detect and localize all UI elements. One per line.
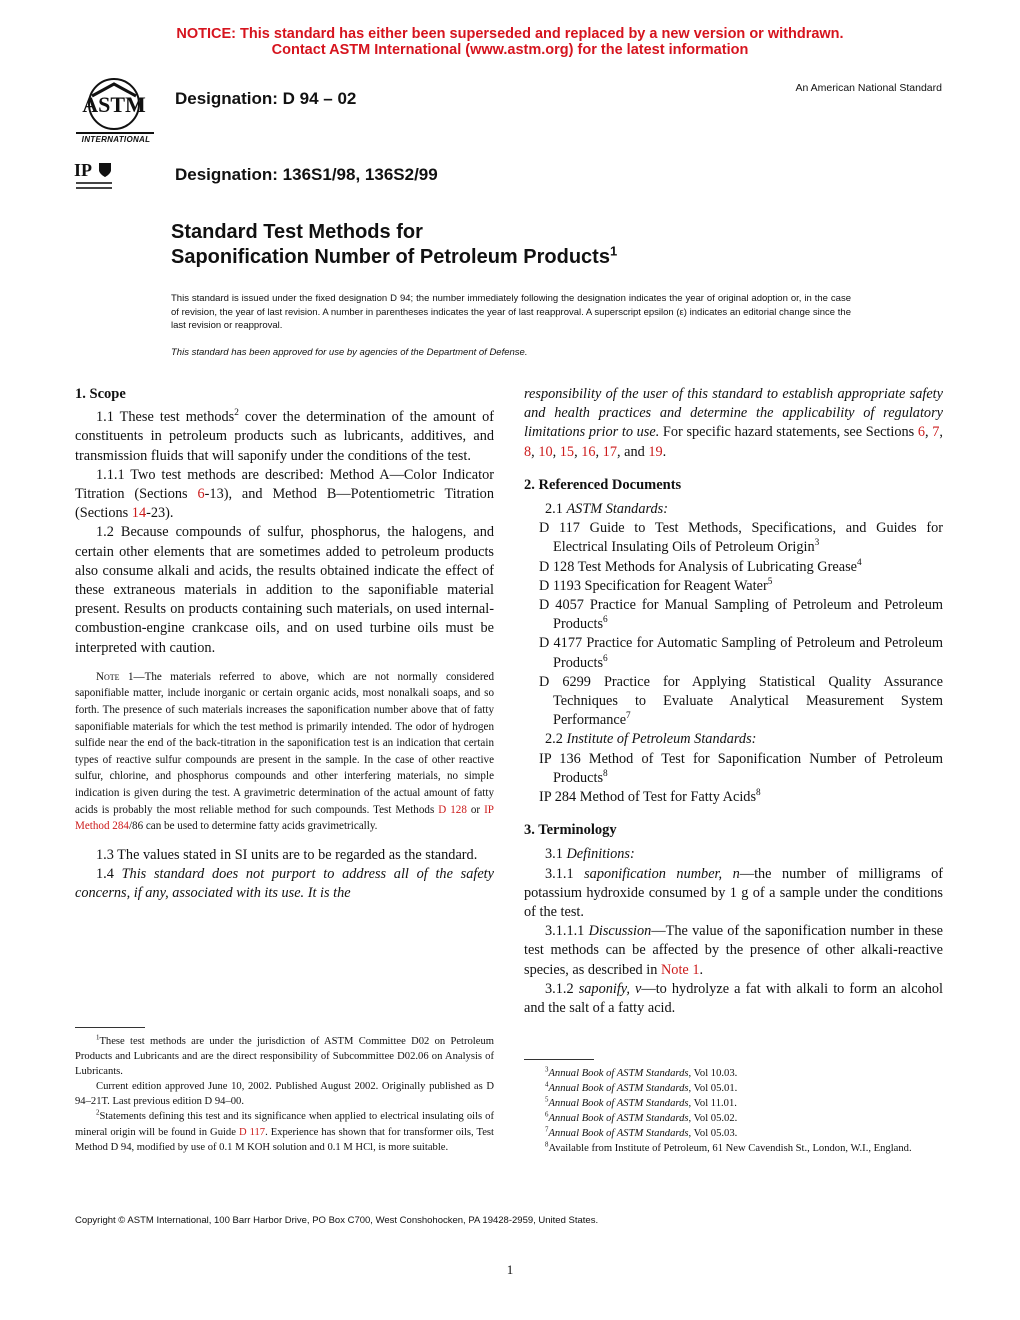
footnotes-right: [524, 1066, 943, 1157]
footnote-7: $^7$Annual Book of ASTM Standards, Vol 05.03.: [545, 1126, 738, 1140]
astm-logo-sub: INTERNATIONAL: [81, 135, 151, 144]
footnote-6: $^6$Annual Book of ASTM Standards, Vol 05.02.: [545, 1111, 738, 1125]
footnote-4: $^4$Annual Book of ASTM Standards, Vol 05.01.: [545, 1081, 738, 1095]
link-section-14[interactable]: 14: [131, 505, 147, 522]
para-1-2: 1.2 Because compounds of sulfur, phosphorus, the halogens, and certain other elements that are sometimes added to petroleum products also consume alkali and acids, the results obtained indicate the effect of these extraneous materials in addition to the saponifiable material present. Results on products containing such materials, on used internal-combustion-engine crankcase oils, and on used turbine oils must be interpreted with caution.: [75, 524, 494, 656]
footnote-3: $^3$Annual Book of ASTM Standards, Vol 10.03.: [545, 1066, 738, 1079]
link-hazard-6[interactable]: 6: [917, 424, 926, 441]
para-1-3: 1.3 The values stated in SI units are to be regarded as the standard.: [96, 846, 478, 863]
issued-preamble: This standard is issued under the fixed designation D 94; the number immediately following the designation indicates the year of original adoption or, in the case of revision, the year of last revision. A number in parentheses indicates the year of last reapproval. A superscript epsilon (ε) indicates an editorial change since the last revision or reapproval.: [171, 293, 851, 331]
withdrawal-notice: [0, 26, 1020, 58]
link-hazard-7[interactable]: 7: [932, 424, 940, 441]
para-3-1-1: 3.1.1 saponification number, n—the number of milligrams of potassium hydroxide consumed by 1 g of a sample under the conditions of the test.: [524, 865, 944, 921]
ref-d6299: D 6299 Practice for Applying Statistical Quality Assurance Techniques to Evaluate Analytical Measurement System Performance$^7$: [539, 673, 943, 729]
footnote-rule-right: [524, 1059, 594, 1060]
svg-text:ASTM: ASTM: [82, 92, 146, 117]
designation-ip: Designation: 136S1/98, 136S2/99: [175, 165, 438, 184]
ref-ip284: IP 284 Method of Test for Fatty Acids$^8$: [539, 788, 761, 806]
link-d128[interactable]: D 128: [438, 803, 467, 816]
astm-logo: [70, 76, 162, 148]
footnote-1: $^1$These test methods are under the jurisdiction of ASTM Committee D02 on Petroleum Products and Lubricants and are the direct responsibility of Subcommittee D02.06 on Analysis of Lubricants.: [75, 1034, 494, 1078]
copyright: Copyright © ASTM International, 100 Barr Harbor Drive, PO Box C700, West Conshohocken, PA 19428-2959, United States.: [75, 1215, 599, 1226]
left-column: [75, 385, 494, 903]
link-ip284[interactable]: IP Method 284: [75, 803, 494, 833]
right-column: [524, 385, 943, 1018]
link-hazard-15[interactable]: 15: [559, 443, 575, 460]
footnote-2: $^2$Statements defining this test and its significance when applied to electrical insulating oils of mineral origin will be found in Guide D 117. Experience has shown that for transformer oils, Test Method D 94, modified by use of 0.1 M KOH solution and 0.1 M HCl, is more suitable.: [75, 1109, 494, 1153]
title-footnote-mark: 1: [609, 243, 618, 259]
ref-d4177: D 4177 Practice for Automatic Sampling of Petroleum and Petroleum Products$^6$: [539, 635, 943, 671]
link-hazard-10[interactable]: 10: [538, 443, 553, 460]
footnote-rule-left: [75, 1027, 145, 1028]
para-3-1-1-1: 3.1.1.1 Discussion—The value of the saponification number in these test methods can be affected by the presence of other alkali-reactive species, as described in Note 1.: [524, 923, 944, 978]
shield-icon: [98, 162, 112, 178]
title-line-2: Saponification Number of Petroleum Products$^1$: [171, 243, 618, 268]
link-hazard-19[interactable]: 19: [648, 443, 663, 460]
ref-d128: D 128 Test Methods for Analysis of Lubricating Grease$^4$: [539, 557, 862, 575]
footnote-1-edition: Current edition approved June 10, 2002. Published August 2002. Originally published as D 94–21T. Last previous edition D 94–00.: [75, 1081, 494, 1108]
footnote-5: $^5$Annual Book of ASTM Standards, Vol 11.01.: [545, 1096, 737, 1110]
para-3-1-2: 3.1.2 saponify, v—to hydrolyze a fat with alkali to form an alcohol and the salt of a fatty acid.: [524, 980, 943, 1017]
para-3-1: 3.1 Definitions:: [545, 846, 635, 863]
section-heading-scope: 1. Scope: [75, 386, 126, 402]
section-heading-referenced-documents: 2. Referenced Documents: [524, 476, 682, 493]
section-heading-terminology: 3. Terminology: [524, 822, 617, 839]
para-1-1: 1.1 These test methods$^2$ cover the determination of the amount of constituents in petroleum products such as lubricants, additives, and transmission fluids that will saponify under the conditions of the test.: [75, 408, 494, 464]
link-d117[interactable]: D 117: [238, 1126, 266, 1138]
ip-logo: [74, 160, 118, 194]
footnote-8: $^8$Available from Institute of Petroleum, 61 New Cavendish St., London, W.I., England.: [545, 1141, 912, 1155]
approved-preamble: This standard has been approved for use by agencies of the Department of Defense.: [171, 347, 528, 358]
notice-line-2: Contact ASTM International (www.astm.org) for the latest information: [271, 42, 749, 58]
para-1-4-end: responsibility of the user of this standard to establish appropriate safety and health practices and determine the applicability of regulatory limitations prior to use. For specific hazard statements, see Sections 6, 7, 8, 10, 15, 16, 17, and 19.: [524, 386, 943, 460]
ip-logo-text: IP: [74, 160, 92, 180]
national-standard-label: An American National Standard: [795, 82, 942, 94]
footnotes-left: [75, 1034, 494, 1155]
link-hazard-16[interactable]: 16: [581, 443, 596, 460]
link-hazard-17[interactable]: 17: [602, 443, 617, 460]
para-1-4-start: 1.4 This standard does not purport to address all of the safety concerns, if any, associated with its use. It is the: [75, 865, 494, 902]
astm-standards-label: 2.1 ASTM Standards:: [545, 501, 668, 518]
ref-ip136: IP 136 Method of Test for Saponification Number of Petroleum Products$^8$: [539, 750, 943, 786]
ip-standards-label: 2.2 Institute of Petroleum Standards:: [545, 731, 757, 748]
link-note-1[interactable]: Note 1: [660, 961, 700, 978]
ref-d117: D 117 Guide to Test Methods, Specifications, and Guides for Electrical Insulating Oils of Petroleum Origin$^3$: [539, 520, 943, 556]
notice-line-1: NOTICE: This standard has either been superseded and replaced by a new version or withdrawn.: [176, 26, 844, 42]
para-1-1-1: 1.1.1 Two test methods are described: Method A—Color Indicator Titration (Sections 6-13), and Method B—Potentiometric Titration (Sections 14-23).: [75, 466, 494, 522]
link-section-6[interactable]: 6: [197, 486, 205, 503]
link-hazard-8[interactable]: 8: [524, 443, 532, 460]
designation-astm: Designation: D 94 – 02: [175, 89, 357, 108]
title-line-1: Standard Test Methods for: [171, 221, 423, 243]
ref-d1193: D 1193 Specification for Reagent Water$^5$: [539, 577, 773, 594]
page-number: 1: [506, 1262, 514, 1277]
document-title: [171, 220, 617, 270]
note-1: Note 1—The materials referred to above, which are not normally considered saponifiable matter, include inorganic or certain organic acids, most nonalkali soaps, and so forth. The presence of such materials increases the saponification number above that of fatty saponifiable materials for which the test method is primarily intended. The odor of hydrogen sulfide near the end of the back-titration in the saponification test is an indication that certain types of reactive sulfur compounds are present in the sample. In the case of other reactive sulfur, chlorine, and phosphorus compounds and other interfering materials, no simple indication is given during the test. A gravimetric determination of the actual amount of fatty acids is probably the most reliable method for such compounds. Test Methods D 128 or IP Method 284/86 can be used to determine fatty acids gravimetrically.: [75, 670, 494, 833]
ref-d4057: D 4057 Practice for Manual Sampling of Petroleum and Petroleum Products$^6$: [539, 597, 943, 633]
